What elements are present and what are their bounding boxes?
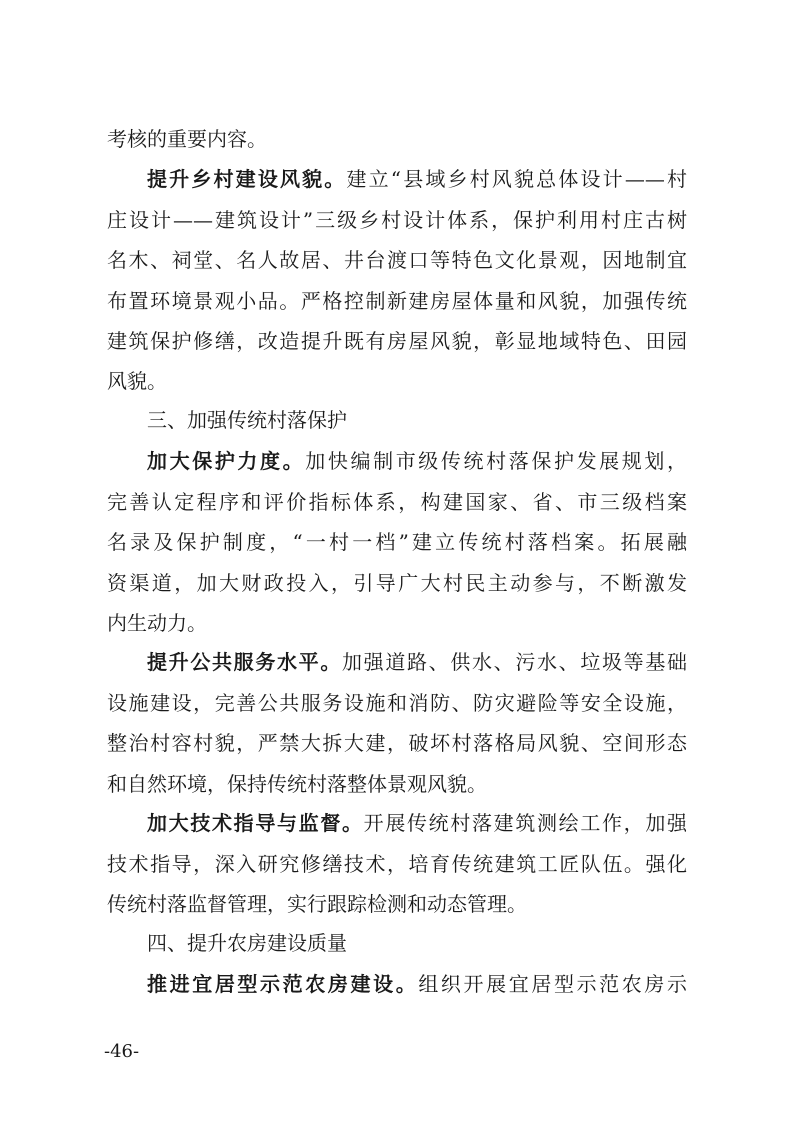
paragraph-lead-line: 提升公共服务水平。加强道路、供水、污水、垃圾等基础 (147, 650, 687, 674)
body-line: 设施建设，完善公共服务设施和消防、防灾避险等安全设施， (107, 691, 687, 715)
body-line: 整治村容村貌，严禁大拆大建，破坏村落格局风貌、空间形态 (107, 731, 687, 755)
body-line: 完善认定程序和评价指标体系，构建国家、省、市三级档案 (107, 490, 687, 514)
body-line: 名木、祠堂、名人故居、井台渡口等特色文化景观，因地制宜 (107, 248, 687, 272)
paragraph-lead: 提升乡村建设风貌。 (147, 167, 347, 191)
body-line: 考核的重要内容。 (107, 127, 267, 151)
paragraph-lead-line: 加大技术指导与监督。开展传统村落建筑测绘工作，加强 (147, 811, 688, 835)
body-line: 技术指导，深入研究修缮技术，培育传统建筑工匠队伍。强化 (107, 852, 687, 876)
body-line: 内生动力。 (107, 611, 207, 635)
section-heading: 三、加强传统村落保护 (147, 408, 347, 432)
body-line: 名录及保护制度，“一村一档”建立传统村落档案。拓展融 (107, 530, 687, 554)
paragraph-lead: 加大保护力度。 (147, 449, 306, 473)
body-line: 资渠道，加大财政投入，引导广大村民主动参与，不断激发 (107, 571, 687, 595)
section-heading: 四、提升农房建设质量 (147, 931, 347, 955)
paragraph-lead: 加大技术指导与监督。 (147, 811, 364, 835)
body-line: 传统村落监督管理，实行跟踪检测和动态管理。 (107, 892, 527, 916)
body-line: 风貌。 (107, 369, 167, 393)
body-line: 布置环境景观小品。严格控制新建房屋体量和风貌，加强传统 (107, 289, 687, 313)
paragraph-lead-line: 加大保护力度。加快编制市级传统村落保护发展规划， (147, 449, 688, 473)
paragraph-lead-line: 提升乡村建设风貌。建立“县域乡村风貌总体设计——村 (147, 167, 688, 191)
body-line: 和自然环境，保持传统村落整体景观风貌。 (107, 772, 487, 796)
paragraph-lead: 提升公共服务水平。 (147, 650, 342, 674)
body-line: 庄设计——建筑设计”三级乡村设计体系，保护利用村庄古树 (107, 208, 687, 232)
paragraph-lead: 推进宜居型示范农房建设。 (147, 972, 419, 996)
body-line: 建筑保护修缮，改造提升既有房屋风貌，彰显地域特色、田园 (107, 329, 687, 353)
page-number: -46- (104, 1041, 140, 1062)
paragraph-lead-line: 推进宜居型示范农房建设。组织开展宜居型示范农房示 (147, 972, 688, 996)
